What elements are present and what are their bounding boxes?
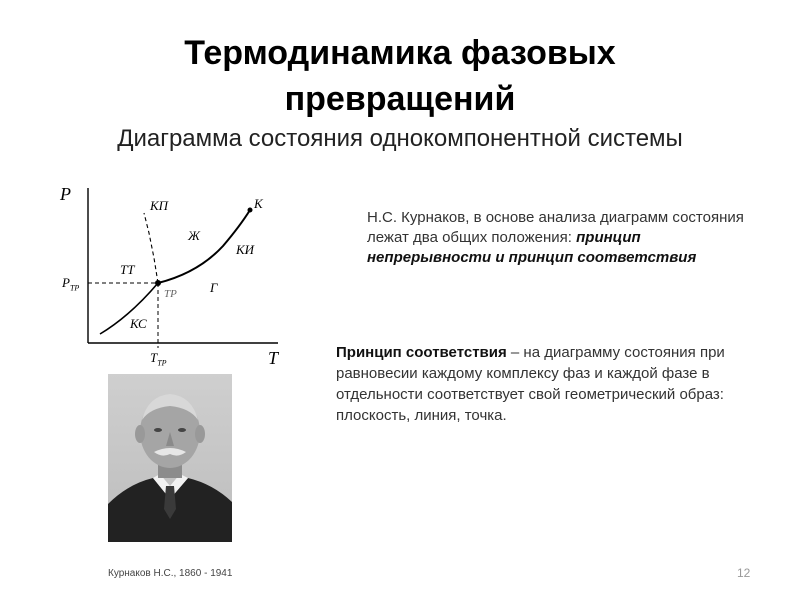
slide-title: Термодинамика фазовых превращений (184, 34, 616, 118)
melting-curve (144, 213, 158, 283)
slide-subtitle: Диаграмма состояния однокомпонентной системы (117, 125, 683, 152)
critical-point-marker (248, 208, 253, 213)
kurnakov-portrait (108, 374, 232, 542)
correspondence-term: Принцип соответствия (336, 344, 507, 361)
portrait-graphic (108, 374, 232, 542)
page-number: 12 (737, 566, 751, 580)
t-tr-label: $T_{ТР}$ (150, 350, 167, 368)
liquid-region-label: Ж (188, 228, 200, 243)
sublimation-curve (100, 283, 158, 334)
correspondence-principle-text (336, 342, 726, 426)
kurnakov-intro: Н.С. Курнаков, в основе анализа диаграмм состояния лежат два общих положения: (367, 209, 744, 246)
correspondence-definition: – на диаграмму состояния при равновесии каждому комплексу фаз и каждой фазе в отдельности соответствует свой геометрический образ: плоскость, линия, точка. (336, 344, 725, 424)
boiling-curve-label: КИ (236, 242, 255, 257)
triple-point-marker (155, 280, 161, 286)
critical-point-label: К (254, 196, 263, 211)
p-tr-label: $P_{ТР}$ (62, 275, 80, 293)
portrait-caption: Курнаков Н.С., 1860 - 1941 (108, 568, 233, 579)
principles-emphasis: принцип непрерывности и принцип соответствия (367, 229, 697, 266)
solid-region-label: ТТ (120, 262, 135, 277)
axis-y-label: P (60, 184, 71, 204)
kurnakov-principles-text (367, 208, 767, 268)
sublimation-curve-label: КС (130, 316, 147, 331)
gas-region-label: Г (210, 280, 218, 295)
melting-curve-label: КП (150, 198, 169, 213)
axis-x-label: T (268, 348, 279, 368)
triple-point-label: ТР (164, 288, 177, 300)
phase-diagram (58, 178, 290, 368)
